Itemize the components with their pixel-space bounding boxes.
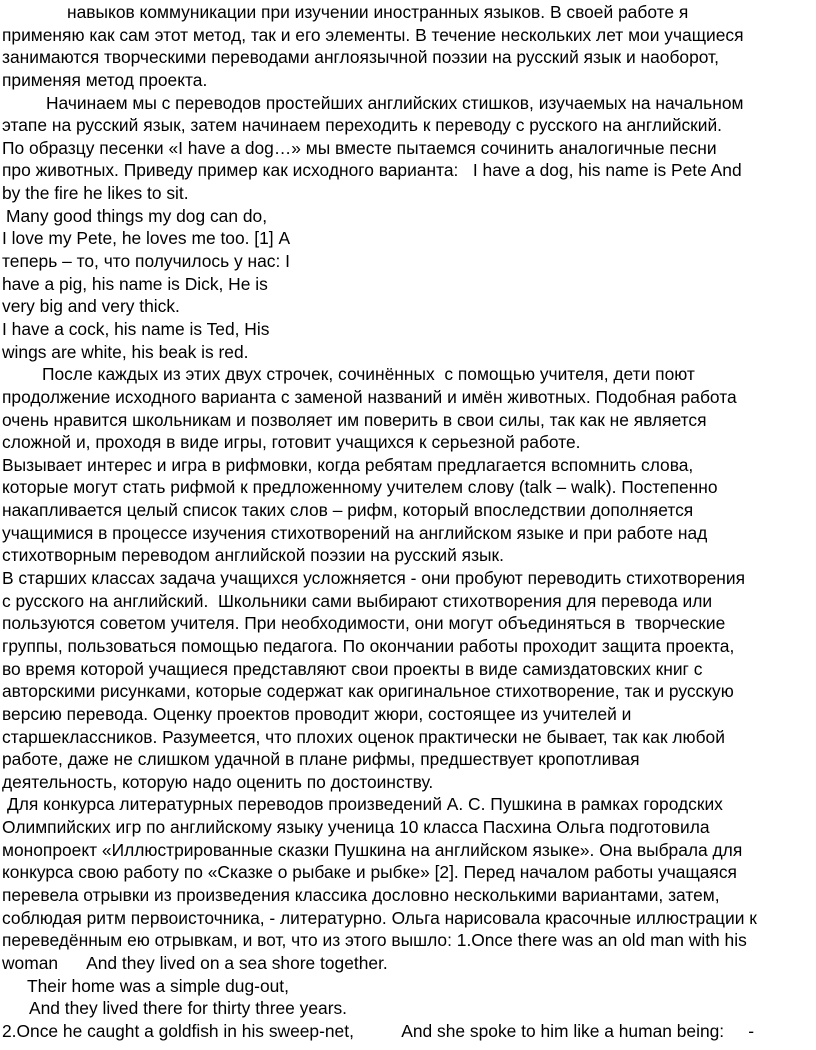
- text-line: После каждых из этих двух строчек, сочинённых с помощью учителя, дети поют: [42, 364, 695, 385]
- text-line: деятельность, которую надо оценить по достоинству.: [2, 771, 434, 792]
- text-line: woman And they lived on a sea shore together.: [2, 952, 388, 973]
- text-line: во время которой учащиеся представляют свои проекты в виде самиздатовских книг с: [2, 658, 703, 679]
- text-line: переведённым ею отрывкам, и вот, что из этого вышло: 1.Once there was an old man with his: [2, 930, 747, 951]
- text-line: которые могут стать рифмой к предложенному учителем слову (talk – walk). Постепенно: [2, 477, 718, 498]
- text-line: с русского на английский. Школьники сами выбирают стихотворения для перевода или: [2, 590, 713, 611]
- text-line: применяя метод проекта.: [2, 69, 208, 90]
- text-line: работе, даже не слишком удачной в плане рифмы, предшествует кропотливая: [2, 749, 640, 770]
- text-line: have a pig, his name is Dick, He is: [2, 273, 268, 294]
- text-line: Вызывает интерес и игра в рифмовки, когда ребятам предлагается вспомнить слова,: [2, 454, 694, 475]
- text-line: And they lived there for thirty three years.: [29, 998, 348, 1019]
- text-line: очень нравится школьникам и позволяет им поверить в свои силы, так как не является: [2, 409, 707, 430]
- text-line: 2.Once he caught a goldfish in his sweep-net, And she spoke to him like a human being: -: [2, 1020, 755, 1041]
- text-line: Олимпийских игр по английскому языку ученица 10 класса Пасхина Ольга подготовила: [2, 817, 710, 838]
- text-line: соблюдая ритм первоисточника, - литературно. Ольга нарисовала красочные иллюстрации к: [2, 907, 757, 928]
- text-line: продолжение исходного варианта с заменой названий и имён животных. Подобная работа: [2, 386, 737, 407]
- text-line: По образцу песенки «I have a dog…» мы вместе пытаемся сочинить аналогичные песни: [2, 137, 717, 158]
- text-line: теперь – то, что получилось у нас: I: [2, 251, 290, 272]
- text-line: накапливается целый список таких слов – рифм, который впоследствии дополняется: [2, 500, 694, 521]
- text-line: пользуются советом учителя. При необходимости, они могут объединяться в творческие: [2, 613, 726, 634]
- text-line: монопроект «Иллюстрированные сказки Пушкина на английском языке». Она выбрала для: [2, 839, 743, 860]
- text-line: Начинаем мы с переводов простейших английских стишков, изучаемых на начальном: [46, 92, 744, 113]
- text-line: этапе на русский язык, затем начинаем переходить к переводу с русского на английский.: [2, 115, 723, 136]
- text-line: very big and very thick.: [2, 296, 180, 317]
- text-line: про животных. Приведу пример как исходного варианта: I have a dog, his name is Pete And: [2, 160, 742, 181]
- text-line: старшеклассников. Разумеется, что плохих оценок практически не бывает, так как любой: [2, 726, 725, 747]
- text-line: I have a cock, his name is Ted, His: [2, 318, 270, 339]
- text-line: перевела отрывки из произведения классика дословно несколькими вариантами, затем,: [2, 884, 720, 905]
- text-line: стихотворным переводом английской поэзии на русский язык.: [2, 545, 504, 566]
- text-line: В старших классах задача учащихся усложняется - они пробуют переводить стихотворения: [2, 568, 746, 589]
- text-line: Для конкурса литературных переводов произведений А. С. Пушкина в рамках городских: [7, 794, 723, 815]
- document-text: [2, 1, 816, 1042]
- text-line: конкурса свою работу по «Сказке о рыбаке и рыбке» [2]. Перед началом работы учащаяся: [2, 862, 737, 883]
- text-line: учащимися в процессе изучения стихотворений на английском языке и при работе над: [2, 522, 708, 543]
- text-line: навыков коммуникации при изучении иностранных языков. В своей работе я: [67, 2, 689, 22]
- text-line: Many good things my dog can do,: [6, 205, 268, 226]
- text-line: версию перевода. Оценку проектов проводит жюри, состоящее из учителей и: [2, 703, 632, 724]
- text-line: занимаются творческими переводами англоязычной поэзии на русский язык и наоборот,: [2, 47, 719, 68]
- text-line: авторскими рисунками, которые содержат как оригинальное стихотворение, так и русскую: [2, 681, 734, 702]
- text-line: wings are white, his beak is red.: [2, 341, 249, 362]
- text-line: применяю как сам этот метод, так и его элементы. В течение нескольких лет мои учащиеся: [2, 24, 744, 45]
- text-line: by the fire he likes to sit.: [2, 183, 189, 204]
- text-line: I love my Pete, he loves me too. [1] А: [2, 228, 291, 249]
- text-line: сложной и, проходя в виде игры, готовит учащихся к серьезной работе.: [2, 432, 581, 453]
- text-line: группы, пользоваться помощью педагога. По окончании работы проходит защита проекта,: [2, 635, 735, 656]
- text-line: Their home was a simple dug-out,: [27, 975, 289, 996]
